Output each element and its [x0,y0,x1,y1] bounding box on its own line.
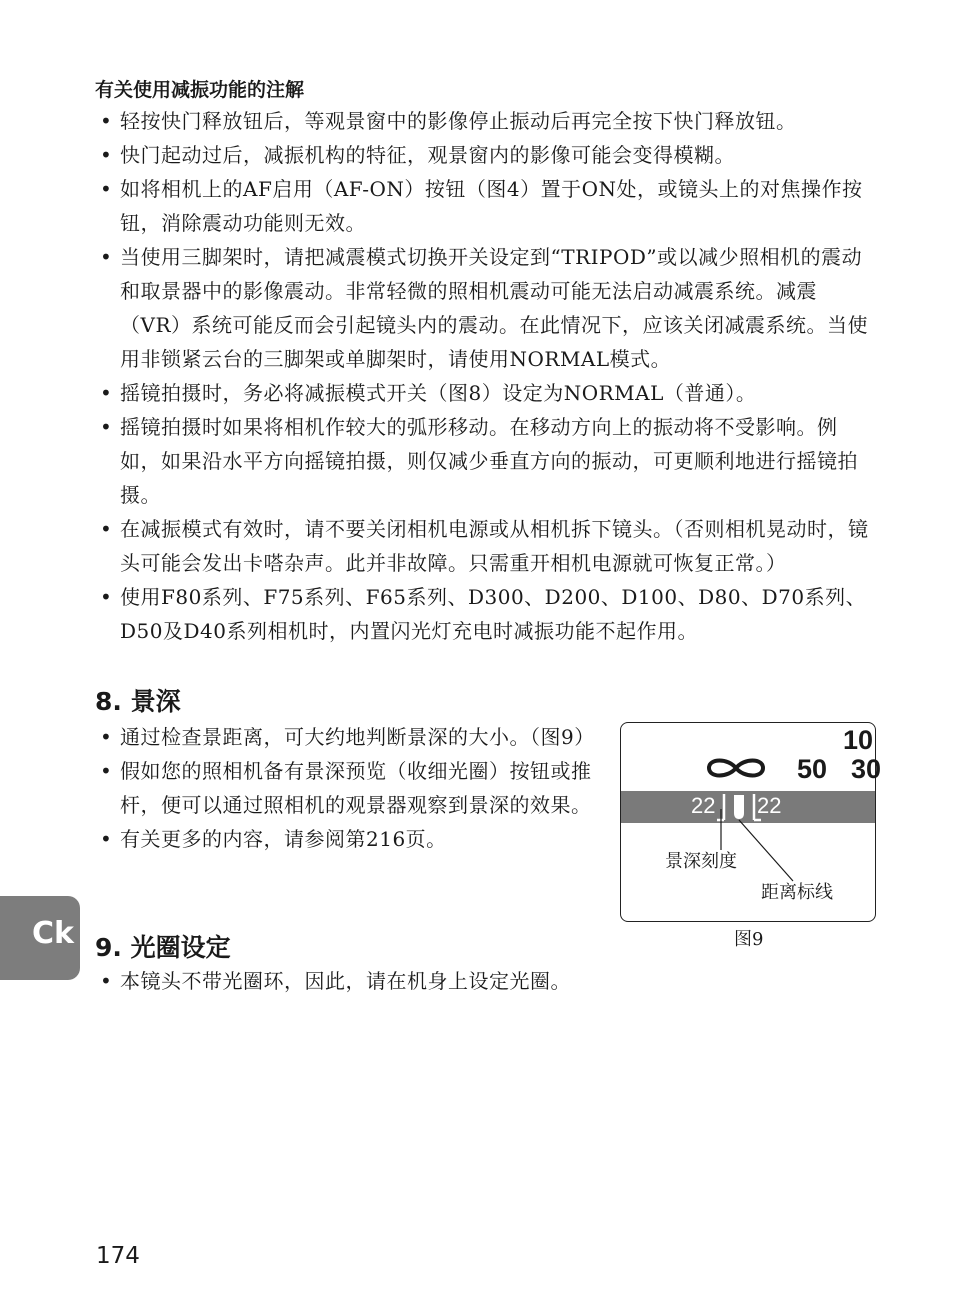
dof-scale-number: 22 [691,793,716,818]
distance-scale-number: 10 [843,725,874,755]
figure-caption: 图9 [734,929,764,950]
section-9-heading: 9. 光圈设定 [95,933,231,962]
list-item: • 有关更多的内容，请参阅第216页。 [100,822,606,856]
list-item: • 摇镜拍摄时如果将相机作较大的弧形移动。在移动方向上的振动将不受影响。例如，如果沿水平方向摇镜拍摄，则仅减少垂直方向的振动，可更顺利地进行摇镜拍摄。 [100,410,876,512]
section-8-list [100,720,606,856]
distance-scale-number: 30 [851,754,882,784]
distance-scale-number: 50 [797,754,828,784]
list-item: • 使用F80系列、F75系列、F65系列、D300、D200、D100、D80、D70系列、D50及D40系列相机时，内置闪光灯充电时减振功能不起作用。 [100,580,876,648]
list-item: • 快门起动过后，减振机构的特征，观景窗内的影像可能会变得模糊。 [100,138,876,172]
figure-9-depth-of-field-scale [620,722,882,922]
list-item: • 当使用三脚架时，请把减震模式切换开关设定到“TRIPOD”或以减少照相机的震动和取景器中的影像震动。非常轻微的照相机震动可能无法启动减震系统。减震（VR）系统可能反而会引起镜头内的震动。在此情况下，应该关闭减震系统。当使用非锁紧云台的三脚架或单脚架时，请使用NORMAL模式。 [100,240,876,376]
language-tab-label: Ck [32,916,74,951]
distance-index-label: 距离标线 [761,882,833,903]
list-item: • 轻按快门释放钮后，等观景窗中的影像停止振动后再完全按下快门释放钮。 [100,104,876,138]
list-item: • 通过检查景距离，可大约地判断景深的大小。（图9） [100,720,606,754]
list-item: • 在减振模式有效时，请不要关闭相机电源或从相机拆下镜头。（否则相机晃动时，镜头可能会发出卡嗒杂声。此并非故障。只需重开相机电源就可恢复正常。） [100,512,876,580]
dof-scale-label: 景深刻度 [665,851,737,872]
dof-scale-number: 22 [757,793,782,818]
section-9-list [100,964,876,998]
distance-index-marks [621,723,875,921]
vr-notes-heading: 有关使用减振功能的注解 [95,79,305,101]
section-8-heading: 8. 景深 [95,687,181,716]
list-item: • 假如您的照相机备有景深预览（收细光圈）按钮或推杆，便可以通过照相机的观景器观察到景深的效果。 [100,754,606,822]
list-item: • 摇镜拍摄时，务必将减振模式开关（图8）设定为NORMAL（普通）。 [100,376,876,410]
list-item: • 如将相机上的AF启用（AF-ON）按钮（图4）置于ON处，或镜头上的对焦操作按钮，消除震动功能则无效。 [100,172,876,240]
list-item: • 本镜头不带光圈环，因此，请在机身上设定光圈。 [100,964,876,998]
page-number: 174 [96,1243,140,1269]
language-tab [0,896,80,980]
vr-notes-list [100,104,876,648]
